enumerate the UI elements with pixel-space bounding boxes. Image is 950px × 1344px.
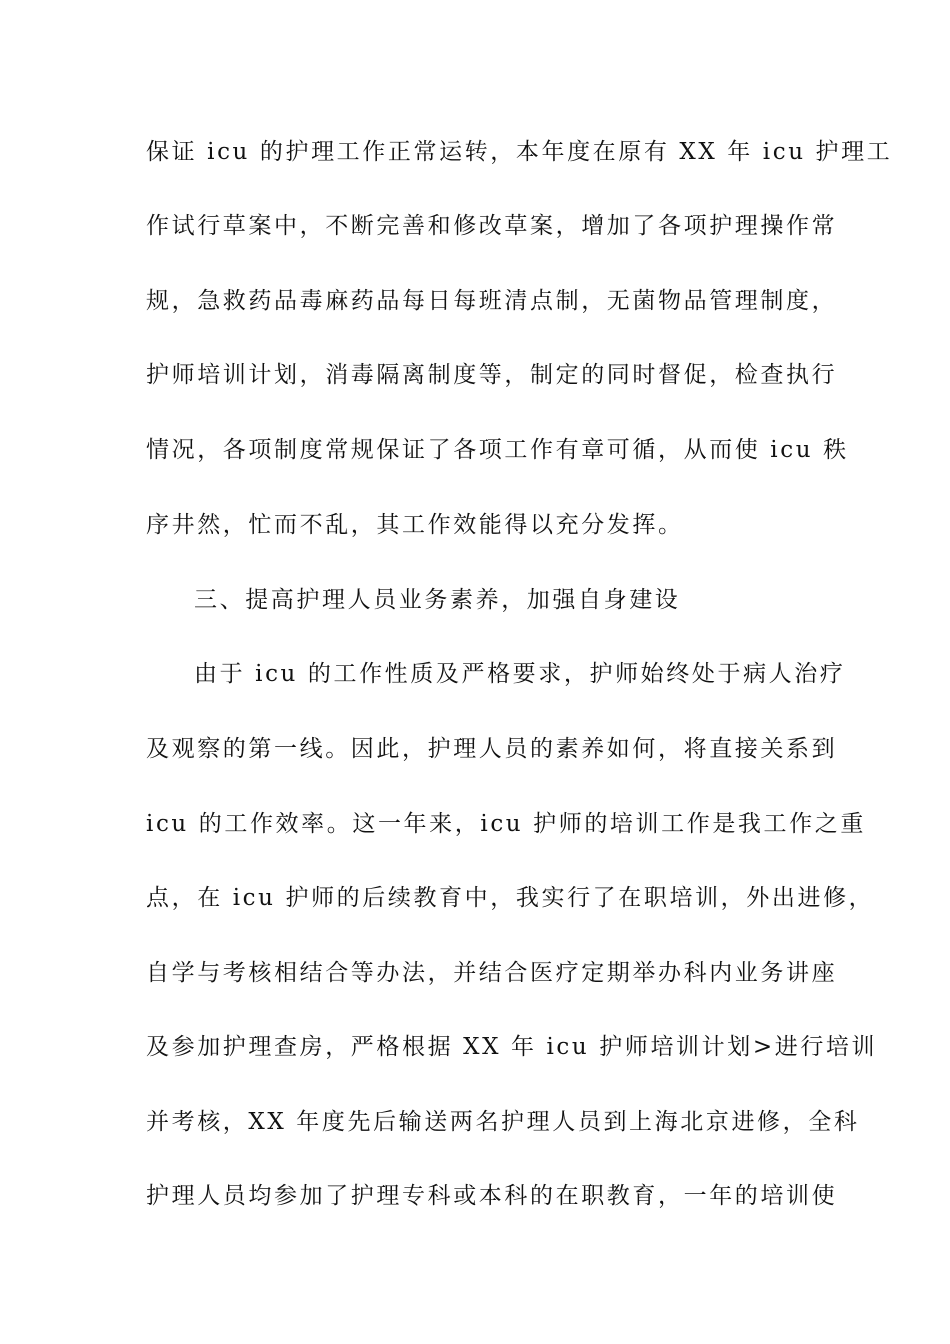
- text-line: 情况，各项制度常规保证了各项工作有章可循，从而使 icu 秩: [146, 437, 849, 463]
- text-line: 及观察的第一线。因此，护理人员的素养如何，将直接关系到: [146, 736, 838, 762]
- text-line: 保证 icu 的护理工作正常运转，本年度在原有 XX 年 icu 护理工: [146, 139, 893, 165]
- text-line: 并考核，XX 年度先后输送两名护理人员到上海北京进修，全科: [146, 1109, 860, 1135]
- text-line: 序井然，忙而不乱，其工作效能得以充分发挥。: [146, 512, 684, 538]
- text-line: 及参加护理查房，严格根据 XX 年 icu 护师培训计划>进行培训: [146, 1034, 878, 1060]
- text-line: 自学与考核相结合等办法，并结合医疗定期举办科内业务讲座: [146, 960, 838, 986]
- text-line: 作试行草案中，不断完善和修改草案，增加了各项护理操作常: [146, 213, 838, 239]
- text-line: 规，急救药品毒麻药品每日每班清点制，无菌物品管理制度，: [146, 288, 838, 314]
- text-line: icu 的工作效率。这一年来，icu 护师的培训工作是我工作之重: [146, 811, 866, 837]
- text-line: 护理人员均参加了护理专科或本科的在职教育，一年的培训使: [146, 1183, 838, 1209]
- paragraph-first-line: 由于 icu 的工作性质及严格要求，护师始终处于病人治疗: [194, 661, 846, 687]
- text-line: 点，在 icu 护师的后续教育中，我实行了在职培训，外出进修，: [146, 885, 875, 911]
- text-line: 护师培训计划，消毒隔离制度等，制定的同时督促，检查执行: [146, 362, 838, 388]
- section-heading: 三、提高护理人员业务素养，加强自身建设: [194, 587, 681, 613]
